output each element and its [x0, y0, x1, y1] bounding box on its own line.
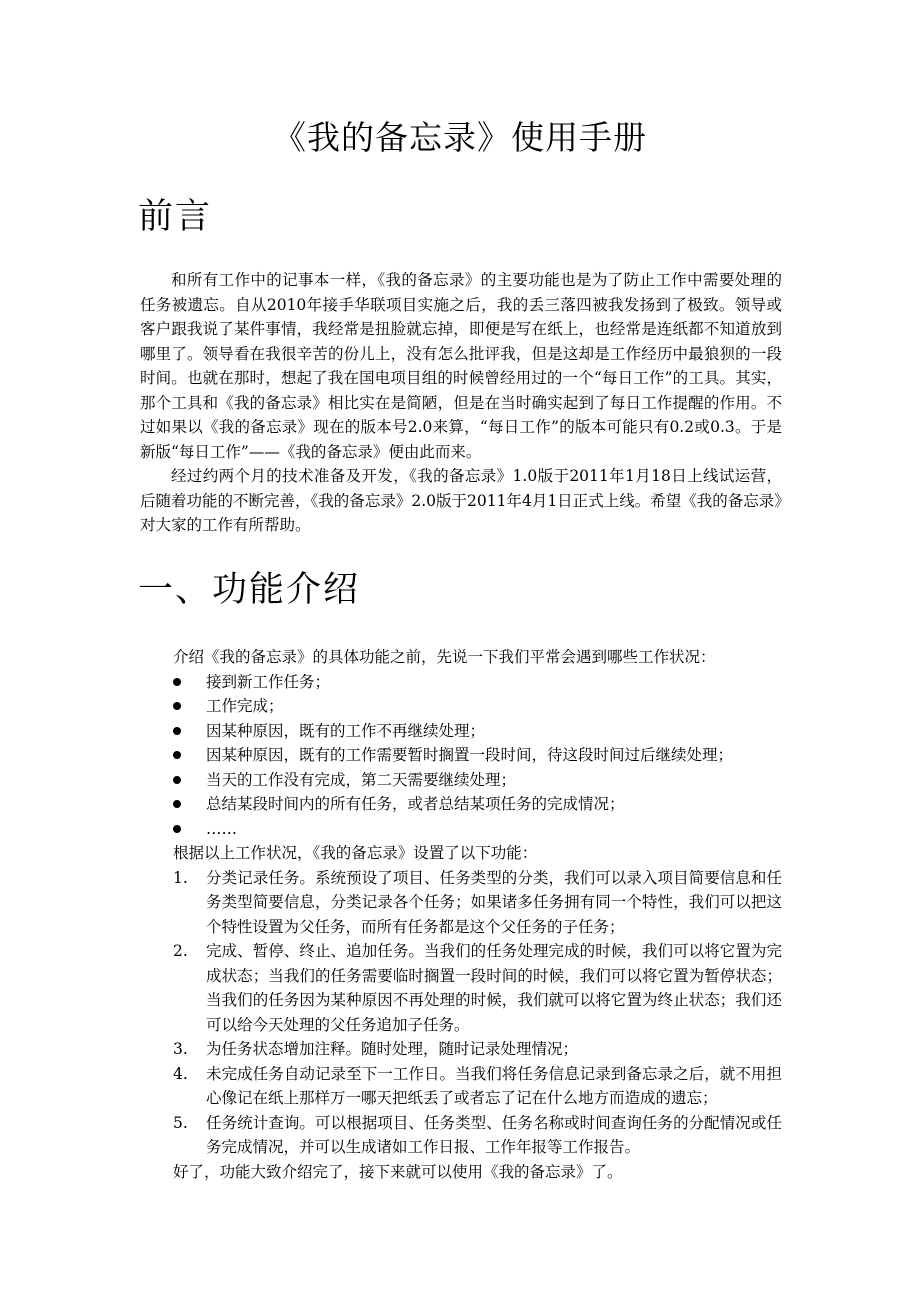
list-item: 因某种原因，既有的工作不再继续处理；	[140, 719, 782, 744]
feature-list	[140, 866, 782, 1160]
bullet-icon	[173, 776, 181, 784]
list-item: 接到新工作任务；	[140, 670, 782, 695]
features-intro: 介绍《我的备忘录》的具体功能之前，先说一下我们平常会遇到哪些工作状况：	[173, 648, 716, 666]
bullet-icon	[173, 702, 181, 710]
bullet-icon	[173, 727, 181, 735]
bullet-icon	[173, 800, 181, 808]
list-item: 当天的工作没有完成，第二天需要继续处理；	[140, 768, 782, 793]
list-item: 工作完成；	[140, 694, 782, 719]
features-lead: 根据以上工作状况，《我的备忘录》设置了以下功能：	[173, 844, 538, 862]
bullet-icon	[173, 825, 181, 833]
list-item: ……	[140, 817, 782, 842]
list-item: 因某种原因，既有的工作需要暂时搁置一段时间，待这段时间过后继续处理；	[140, 743, 782, 768]
bullet-icon	[173, 751, 181, 759]
document-title: 《我的备忘录》使用手册	[273, 118, 647, 157]
preface-body	[140, 268, 782, 538]
list-item: 5. 任务统计查询。可以根据项目、任务类型、任务名称或时间查询任务的分配情况或任务完成情况，并可以生成诸如工作日报、工作年报等工作报告。	[173, 1113, 782, 1156]
features-closing: 好了，功能大致介绍完了，接下来就可以使用《我的备忘录》了。	[173, 1162, 623, 1181]
list-item: 总结某段时间内的所有任务，或者总结某项任务的完成情况；	[140, 792, 782, 817]
bullet-icon	[173, 678, 181, 686]
situation-list	[140, 670, 782, 842]
list-item: 2. 完成、暂停、终止、追加任务。当我们的任务处理完成的时候，我们可以将它置为完成状态；当我们的任务需要临时搁置一段时间的时候，我们可以将它置为暂停状态；当我们的任务因为某种原因不再处理的时候，我们就可以将它置为终止状态；我们还可以给今天处理的父任务追加子任务。	[173, 942, 782, 1034]
list-item: 1. 分类记录任务。系统预设了项目、任务类型的分类，我们可以录入项目简要信息和任务类型简要信息，分类记录各个任务；如果诸多任务拥有同一个特性，我们可以把这个特性设置为父任务，而所有任务都是这个父任务的子任务；	[173, 868, 782, 936]
list-item: 3. 为任务状态增加注释。随时处理，随时记录处理情况；	[173, 1040, 579, 1058]
list-item: 4. 未完成任务自动记录至下一工作日。当我们将任务信息记录到备忘录之后，就不用担心像记在纸上那样万一哪天把纸丢了或者忘了记在什么地方而造成的遗忘；	[173, 1064, 782, 1107]
features-body	[140, 645, 782, 1184]
preface-paragraph: 经过约两个月的技术准备及开发，《我的备忘录》1.0版于2011年1月18日上线试运营，后随着功能的不断完善，《我的备忘录》2.0版于2011年4月1日正式上线。希望《我的备忘录》对大家的工作有所帮助。	[140, 467, 782, 534]
preface-paragraph: 和所有工作中的记事本一样，《我的备忘录》的主要功能也是为了防止工作中需要处理的任务被遗忘。自从2010年接手华联项目实施之后，我的丢三落四被我发扬到了极致。领导或客户跟我说了某件事情，我经常是扭脸就忘掉，即便是写在纸上，也经常是连纸都不知道放到哪里了。领导看在我很辛苦的份儿上，没有怎么批评我，但是这却是工作经历中最狼狈的一段时间。也就在那时，想起了我在国电项目组的时候曾经用过的一个“每日工作”的工具。其实，那个工具和《我的备忘录》相比实在是简陋，但是在当时确实起到了每日工作提醒的作用。不过如果以《我的备忘录》现在的版本号2.0来算，“每日工作”的版本可能只有0.2或0.3。于是新版“每日工作”——《我的备忘录》便由此而来。	[140, 271, 782, 461]
features-heading: 一、功能介绍	[138, 570, 361, 610]
preface-heading: 前言	[138, 197, 213, 237]
